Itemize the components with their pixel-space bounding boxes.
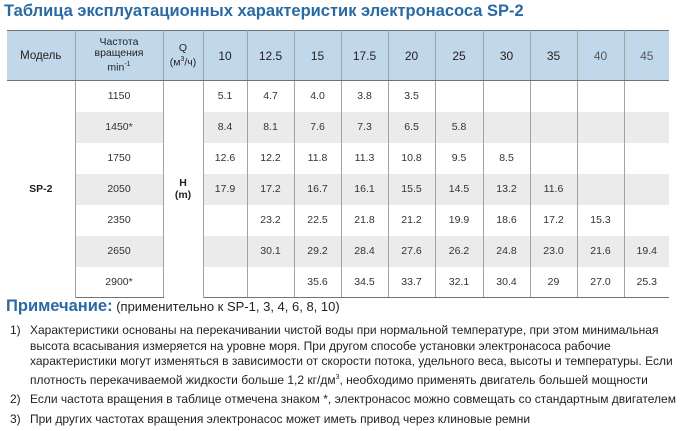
h-unit: (m) (174, 189, 192, 202)
head-unit-cell (163, 81, 203, 298)
q-unit-exp: 3 (180, 55, 185, 63)
table-row (7, 143, 669, 174)
value-cell: 35.6 (294, 267, 341, 298)
note-item (0, 392, 686, 408)
value-cell: 4.0 (294, 81, 341, 112)
value-cell (530, 81, 577, 112)
value-cell: 3.8 (341, 81, 388, 112)
value-cell (624, 143, 669, 174)
flow-header: 17.5 (341, 31, 388, 81)
value-cell: 19.9 (435, 205, 483, 236)
speed-header-unit-exp: -1 (124, 61, 131, 69)
value-cell: 3.5 (388, 81, 435, 112)
speed-header-unit: min (107, 61, 125, 74)
value-cell: 23.2 (247, 205, 294, 236)
value-cell (624, 81, 669, 112)
value-cell: 15.3 (577, 205, 624, 236)
value-cell: 10.8 (388, 143, 435, 174)
flow-header: 30 (483, 31, 530, 81)
value-cell (203, 236, 247, 267)
value-cell: 11.6 (530, 174, 577, 205)
value-cell (577, 143, 624, 174)
table-row (7, 174, 669, 205)
speed-cell: 2900* (75, 267, 163, 298)
note-item (0, 323, 686, 388)
value-cell: 15.5 (388, 174, 435, 205)
value-cell: 24.8 (483, 236, 530, 267)
note-tail: , необходимо применять двигатель большей мощности (339, 372, 648, 387)
value-cell: 30.1 (247, 236, 294, 267)
value-cell (577, 174, 624, 205)
value-cell: 14.5 (435, 174, 483, 205)
q-label: Q (178, 41, 188, 54)
speed-cell: 2350 (75, 205, 163, 236)
value-cell: 21.6 (577, 236, 624, 267)
header-row (7, 31, 669, 81)
value-cell: 33.7 (388, 267, 435, 298)
note-item (0, 412, 686, 428)
value-cell (530, 112, 577, 143)
value-cell (435, 81, 483, 112)
value-cell: 8.1 (247, 112, 294, 143)
value-cell: 8.5 (483, 143, 530, 174)
model-header: Модель (7, 31, 75, 81)
value-cell: 11.8 (294, 143, 341, 174)
value-cell: 19.4 (624, 236, 669, 267)
table-row (7, 267, 669, 298)
value-cell: 17.2 (247, 174, 294, 205)
value-cell (530, 143, 577, 174)
value-cell: 27.0 (577, 267, 624, 298)
model-cell: SP-2 (7, 81, 75, 298)
note-number: 1) (10, 323, 21, 337)
note-exp: 3 (335, 373, 340, 381)
value-cell (247, 267, 294, 298)
speed-header (75, 31, 163, 81)
table-row (7, 236, 669, 267)
value-cell: 26.2 (435, 236, 483, 267)
value-cell: 13.2 (483, 174, 530, 205)
notes-heading (6, 297, 340, 316)
value-cell: 30.4 (483, 267, 530, 298)
value-cell: 16.7 (294, 174, 341, 205)
flow-header: 35 (530, 31, 577, 81)
speed-cell: 1150 (75, 81, 163, 112)
speed-cell: 2050 (75, 174, 163, 205)
value-cell: 17.9 (203, 174, 247, 205)
note-text: Если частота вращения в таблице отмечена знаком *, электронасос можно совмещать со стандартным двигателем (30, 392, 676, 406)
flow-header: 20 (388, 31, 435, 81)
table-row (7, 205, 669, 236)
value-cell (624, 112, 669, 143)
value-cell (624, 205, 669, 236)
table-row (7, 81, 669, 112)
value-cell: 17.2 (530, 205, 577, 236)
value-cell (483, 112, 530, 143)
value-cell (577, 112, 624, 143)
value-cell (203, 267, 247, 298)
flow-header: 15 (294, 31, 341, 81)
value-cell: 21.8 (341, 205, 388, 236)
value-cell: 8.4 (203, 112, 247, 143)
value-cell: 7.6 (294, 112, 341, 143)
value-cell: 18.6 (483, 205, 530, 236)
notes-subtitle: (применительно к SP-1, 3, 4, 6, 8, 10) (112, 299, 340, 314)
value-cell (203, 205, 247, 236)
flow-header: 12.5 (247, 31, 294, 81)
value-cell: 7.3 (341, 112, 388, 143)
note-number: 3) (10, 411, 21, 426)
q-unit-close: /ч) (184, 56, 197, 69)
value-cell (577, 81, 624, 112)
speed-header-line1: Частота (99, 36, 139, 49)
value-cell: 16.1 (341, 174, 388, 205)
h-label: H (179, 177, 187, 190)
value-cell: 11.3 (341, 143, 388, 174)
value-cell: 6.5 (388, 112, 435, 143)
notes-title: Примечание: (6, 297, 113, 315)
speed-header-line2: вращения (94, 47, 144, 60)
value-cell: 4.7 (247, 81, 294, 112)
value-cell: 22.5 (294, 205, 341, 236)
table-body (7, 81, 669, 298)
note-text: При других частотах вращения электронасос может иметь привод через клиновые ремни (30, 411, 531, 426)
value-cell: 32.1 (435, 267, 483, 298)
value-cell (483, 81, 530, 112)
table-row (7, 112, 669, 143)
page-title: Таблица эксплуатационных характеристик электронасоса SP-2 (4, 2, 524, 20)
value-cell: 21.2 (388, 205, 435, 236)
flow-header: 45 (624, 31, 669, 81)
value-cell: 12.6 (203, 143, 247, 174)
value-cell (624, 174, 669, 205)
flow-header: 40 (577, 31, 624, 81)
value-cell: 9.5 (435, 143, 483, 174)
q-unit-open: (м (169, 56, 181, 69)
performance-table (7, 30, 669, 298)
value-cell: 25.3 (624, 267, 669, 298)
value-cell: 5.8 (435, 112, 483, 143)
value-cell: 29 (530, 267, 577, 298)
note-number: 2) (10, 392, 21, 406)
speed-cell: 2650 (75, 236, 163, 267)
value-cell: 34.5 (341, 267, 388, 298)
value-cell: 28.4 (341, 236, 388, 267)
value-cell: 12.2 (247, 143, 294, 174)
value-cell: 23.0 (530, 236, 577, 267)
flow-unit-header (163, 31, 203, 81)
flow-header: 25 (435, 31, 483, 81)
value-cell: 5.1 (203, 81, 247, 112)
value-cell: 27.6 (388, 236, 435, 267)
value-cell: 29.2 (294, 236, 341, 267)
notes-list (0, 323, 686, 431)
speed-cell: 1450* (75, 112, 163, 143)
flow-header: 10 (203, 31, 247, 81)
speed-cell: 1750 (75, 143, 163, 174)
note-text: Характеристики основаны на перекачивании чистой воды при нормальной температуре, при этом минимальная высота всасывания измеряется на уровне моря. При другом способе установки электронасоса рабочие характеристики могут изменяться в зависимости от скорости потока, удельного веса, высоты и температуры. Если плотность перекачиваемой жидкости больше 1,2 кг/дм (30, 323, 673, 387)
